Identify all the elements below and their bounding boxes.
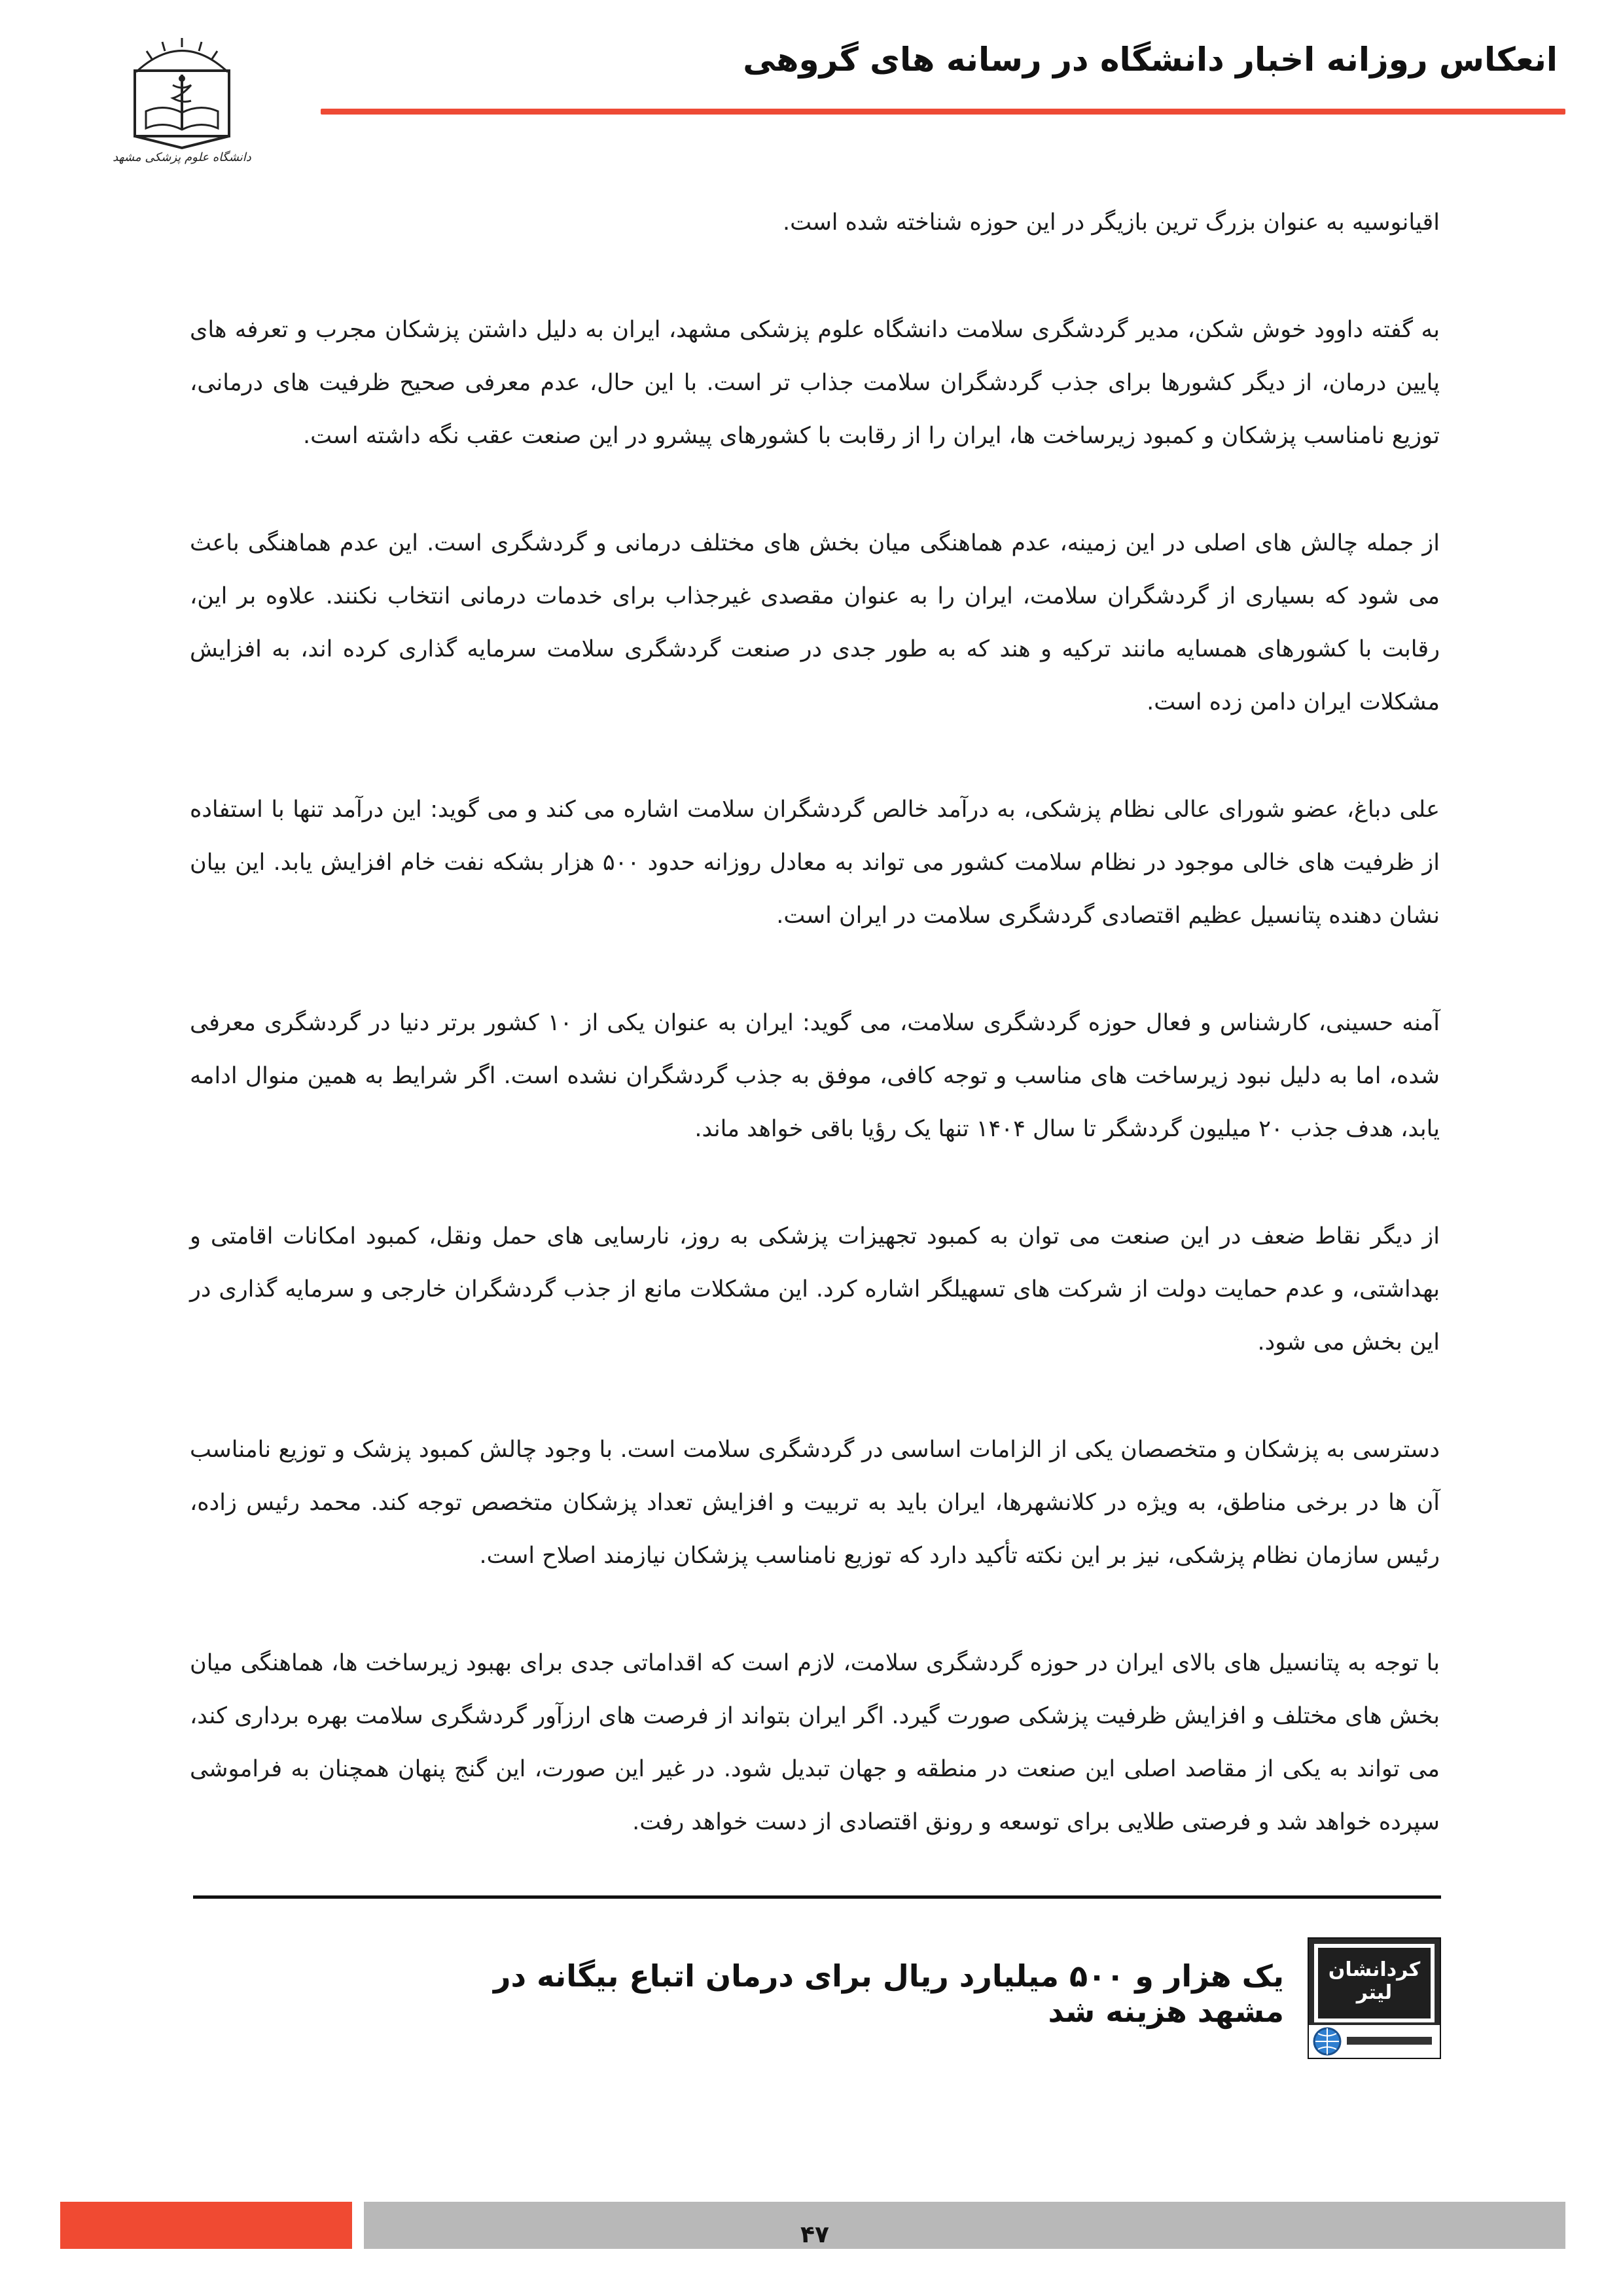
- footer-accent-bar: [60, 2202, 352, 2249]
- university-logo-emblem-icon: [110, 33, 254, 170]
- article-paragraph: با توجه به پتانسیل های بالای ایران در حوزه گردشگری سلامت، لازم است که اقداماتی جدی برای بهبود زیرساخت ها، هماهنگی میان بخش های مختلف و افزایش ظرفیت پزشکی صورت گیرد. اگر ایران بتواند از فرصت های ارزآور گردشگری سلامت بهره برداری کند، می تواند به یکی از مقاصد اصلی این صنعت در منطقه و جهان تبدیل شود. در غیر این صورت، این گنج پنهان همچنان به فراموشی سپرده خواهد شد و فرصتی طلایی برای توسعه و رونق اقتصادی از دست خواهد رفت.: [190, 1650, 1440, 1835]
- news-headline[interactable]: یک هزار و ۵۰۰ میلیارد ریال برای درمان اتباع بیگانه در مشهد هزینه شد: [493, 1958, 1284, 2029]
- section-divider: [193, 1895, 1441, 1899]
- next-news-item[interactable]: [314, 1931, 1441, 2075]
- page-header-title: انعکاس روزانه اخبار دانشگاه در رسانه های گروهی: [743, 41, 1558, 79]
- article-paragraph: به گفته داوود خوش شکن، مدیر گردشگری سلامت دانشگاه علوم پزشکی مشهد، ایران به دلیل داشتن پزشکان مجرب و تعرفه های پایین درمان، از دیگر کشورها برای جذب گردشگران سلامت جذاب تر است. با این حال، عدم معرفی صحیح ظرفیت های درمانی، توزیع نامناسب پزشکان و کمبود زیرساخت ها، ایران را از رقابت با کشورهای پیشرو در این صنعت عقب نگه داشته است.: [190, 317, 1440, 449]
- article-paragraph: آمنه حسینی، کارشناس و فعال حوزه گردشگری سلامت، می گوید: ایران به عنوان یکی از ۱۰ کشور برتر دنیا در گردشگری معرفی شده، اما به دلیل نبود زیرساخت های مناسب و توجه کافی، موفق به جذب گردشگران نشده است. اگر شرایط به همین منوال ادامه یابد، هدف جذب ۲۰ میلیون گردشگر تا سال ۱۴۰۴ تنها یک رؤیا باقی خواهد ماند.: [190, 1010, 1440, 1142]
- article-paragraph: دسترسی به پزشکان و متخصصان یکی از الزامات اساسی در گردشگری سلامت است. با وجود چالش کمبود پزشک و توزیع نامناسب آن ها در برخی مناطق، به ویژه در کلانشهرها، ایران باید به تربیت و افزایش تعداد پزشکان متخصص توجه کند. محمد رئیس زاده، رئیس سازمان نظام پزشکی، نیز بر این نکته تأکید دارد که توزیع نامناسب پزشکان نیازمند اصلاح است.: [190, 1437, 1440, 1569]
- footer-bar: [364, 2202, 1565, 2249]
- article-paragraph: از جمله چالش های اصلی در این زمینه، عدم هماهنگی میان بخش های مختلف درمانی و گردشگری است. این عدم هماهنگی باعث می شود که بسیاری از گردشگران سلامت، ایران را به عنوان مقصدی غیرجذاب برای خدمات درمانی انتخاب نکنند. علاوه بر این، رقابت با کشورهای همسایه مانند ترکیه و هند که به طور جدی در صنعت گردشگری سلامت سرمایه گذاری کرده اند، به افزایش مشکلات ایران دامن زده است.: [190, 530, 1440, 715]
- page-number: ۴۷: [800, 2221, 829, 2248]
- university-logo: [110, 33, 254, 170]
- logo-caption: دانشگاه علوم پزشکی مشهد: [113, 151, 251, 164]
- article-paragraph: از دیگر نقاط ضعف در این صنعت می توان به کمبود تجهیزات پزشکی به روز، نارسایی های حمل ونقل، کمبود امکانات اقامتی و بهداشتی، و عدم حمایت دولت از شرکت های تسهیلگر اشاره کرد. این مشکلات مانع از جذب گردشگران خارجی و سرمایه گذاری در این بخش می شود.: [190, 1223, 1440, 1355]
- header-divider: [321, 109, 1565, 115]
- news-source-logo-text: کردانشان لیتر: [1328, 1958, 1421, 2004]
- article-paragraph: اقیانوسیه به عنوان بزرگ ترین بازیگر در این حوزه شناخته شده است.: [782, 209, 1440, 236]
- news-source-logo: [1308, 1937, 1441, 2059]
- article-body: [190, 196, 1440, 1903]
- article-paragraph: علی دباغ، عضو شورای عالی نظام پزشکی، به درآمد خالص گردشگران سلامت اشاره می کند و می گوید: این درآمد تنها با استفاده از ظرفیت های خالی موجود در نظام سلامت کشور می تواند به معادل روزانه حدود ۵۰۰ هزار بشکه نفت خام افزایش یابد. این بیان نشان دهنده پتانسیل عظیم اقتصادی گردشگری سلامت در ایران است.: [190, 797, 1440, 929]
